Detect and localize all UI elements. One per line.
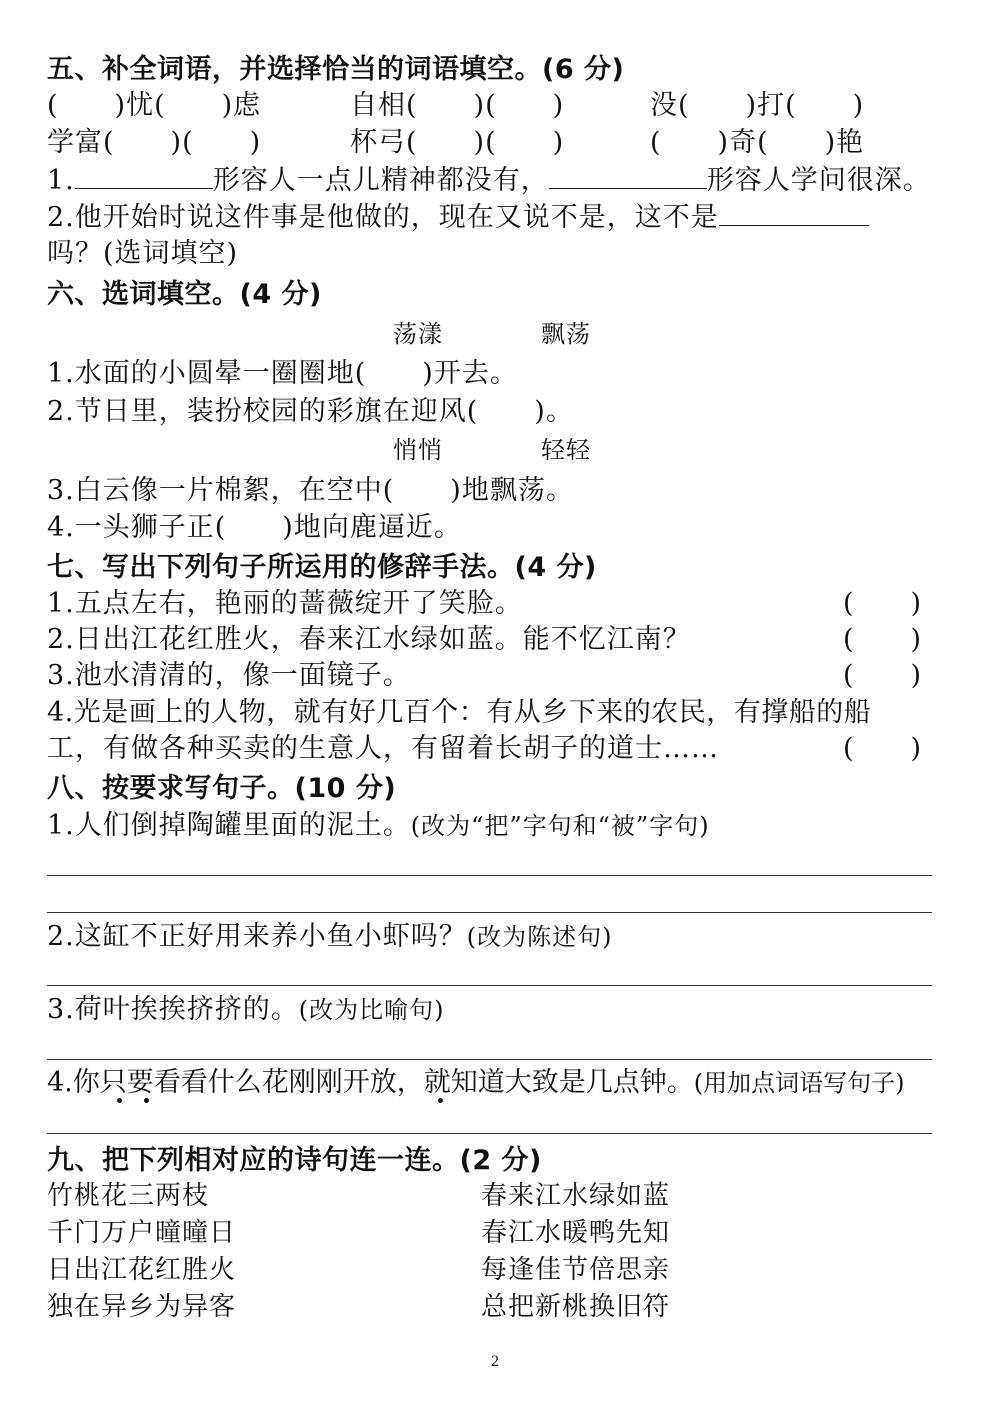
- s8-q2: [47, 923, 613, 950]
- s5-q1-number: 1.: [47, 165, 75, 196]
- s5-word4: 学富( )( ): [47, 127, 262, 158]
- s6-word-choice: 悄悄: [393, 436, 443, 464]
- s8-q1: [47, 812, 710, 839]
- s8-q2-instruction: (改为陈述句): [466, 923, 613, 951]
- s7-q3: 3.池水清清的，像一面镜子。: [47, 660, 411, 691]
- s5-q1: [47, 166, 931, 194]
- page-number: 2: [491, 1353, 499, 1370]
- s6-q1: 1.水面的小圆晕一圈圈地( )开去。: [47, 358, 518, 389]
- answer-line[interactable]: [47, 985, 932, 986]
- s7-q4-line2: 工，有做各种买卖的生意人，有留着长胡子的道士……: [47, 733, 719, 764]
- answer-blank[interactable]: [75, 166, 213, 189]
- poem-line-right[interactable]: 总把新桃换旧符: [481, 1292, 671, 1322]
- poem-line-left[interactable]: 独在异乡为异客: [47, 1292, 237, 1322]
- s8-q4: [47, 1069, 905, 1096]
- s6-word-choice: 飘荡: [541, 320, 591, 348]
- answer-paren[interactable]: ( ): [843, 660, 923, 691]
- s8-q4-text: 4.你只要看看什么花刚刚开放，就知道大致是几点钟。: [47, 1067, 694, 1098]
- emphasis-dot: [438, 1098, 443, 1103]
- s8-q3-text: 3.荷叶挨挨挤挤的。: [47, 994, 299, 1025]
- s8-q3: [47, 996, 445, 1023]
- s8-q1-instruction: (改为“把”字句和“被”字句): [410, 812, 710, 840]
- s8-q2-text: 2.这缸不正好用来养小鱼小虾吗？: [47, 921, 467, 952]
- s5-q1-middle: 形容人一点儿精神都没有，: [212, 165, 549, 196]
- answer-blank[interactable]: [549, 166, 707, 189]
- answer-paren[interactable]: ( ): [843, 624, 923, 655]
- emphasis-dot: [117, 1098, 122, 1103]
- s7-q2: 2.日出江花红胜火，春来江水绿如蓝。能不忆江南？: [47, 624, 691, 655]
- section8-title: 八、按要求写句子。(10 分): [47, 773, 397, 804]
- answer-line[interactable]: [47, 875, 932, 876]
- s6-q3: 3.白云像一片棉絮，在空中( )地飘荡。: [47, 475, 574, 506]
- s6-word-choice: 轻轻: [541, 436, 591, 464]
- s6-q4: 4.一头狮子正( )地向鹿逼近。: [47, 512, 462, 543]
- section5-title: 五、补全词语，并选择恰当的词语填空。(6 分): [47, 54, 625, 85]
- section9-title: 九、把下列相对应的诗句连一连。(2 分): [47, 1145, 542, 1176]
- s5-word2: 自相( )( ): [350, 90, 565, 121]
- s5-word3: 没( )打( ): [650, 90, 865, 121]
- s7-q1: 1.五点左右，艳丽的蔷薇绽开了笑脸。: [47, 588, 523, 619]
- s5-q2-continued: 吗？(选词填空): [47, 238, 239, 269]
- poem-line-right[interactable]: 每逢佳节倍思亲: [481, 1255, 671, 1285]
- s5-q2: [47, 203, 869, 231]
- poem-line-right[interactable]: 春来江水绿如蓝: [481, 1181, 671, 1211]
- poem-line-left[interactable]: 竹桃花三两枝: [47, 1181, 210, 1211]
- s8-q3-instruction: (改为比喻句): [298, 996, 445, 1024]
- s5-word6: ( )奇( )艳: [650, 127, 865, 158]
- s8-q4-instruction: (用加点词语写句子): [693, 1069, 905, 1097]
- s6-q2: 2.节日里，装扮校园的彩旗在迎风( )。: [47, 396, 574, 427]
- answer-paren[interactable]: ( ): [843, 733, 923, 764]
- poem-line-left[interactable]: 千门万户曈曈日: [47, 1218, 237, 1248]
- answer-line[interactable]: [47, 1133, 932, 1134]
- section7-title: 七、写出下列句子所运用的修辞手法。(4 分): [47, 552, 597, 583]
- s6-word-choice: 荡漾: [393, 320, 443, 348]
- s5-word1: ( )忧( )虑: [47, 90, 262, 121]
- section6-title: 六、选词填空。(4 分): [47, 279, 322, 310]
- s5-word5: 杯弓( )( ): [350, 127, 565, 158]
- s8-q1-text: 1.人们倒掉陶罐里面的泥土。: [47, 810, 411, 841]
- s7-q4-line1: 4.光是画上的人物，就有好几百个：有从乡下来的农民，有撑船的船: [47, 697, 872, 728]
- answer-line[interactable]: [47, 912, 932, 913]
- answer-blank[interactable]: [719, 203, 869, 226]
- answer-paren[interactable]: ( ): [843, 588, 923, 619]
- s5-q1-end: 形容人学问很深。: [706, 165, 931, 196]
- poem-line-left[interactable]: 日出江花红胜火: [47, 1255, 237, 1285]
- s5-q2-text: 2.他开始时说这件事是他做的，现在又说不是，这不是: [47, 202, 719, 233]
- answer-line[interactable]: [47, 1059, 932, 1060]
- poem-line-right[interactable]: 春江水暖鸭先知: [481, 1218, 671, 1248]
- emphasis-dot: [144, 1098, 149, 1103]
